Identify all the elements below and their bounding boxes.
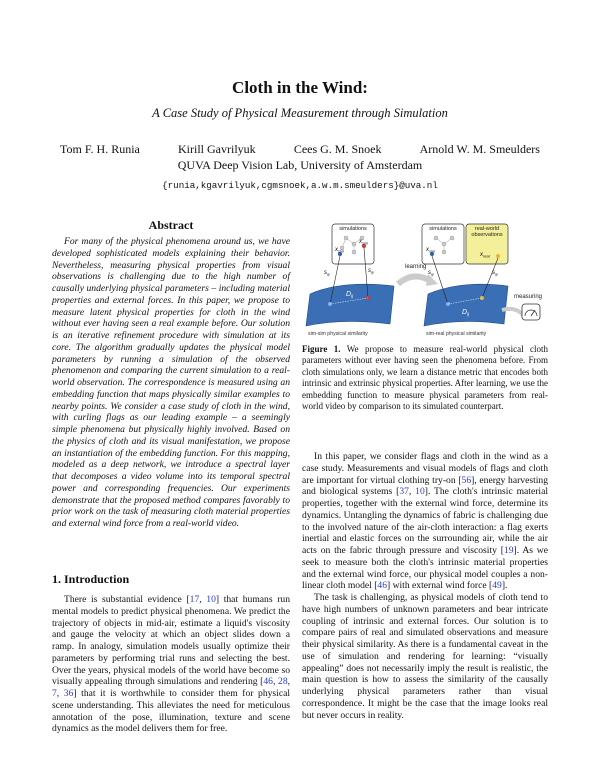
author-name: Kirill Gavrilyuk	[178, 142, 256, 156]
citation-link[interactable]: 19	[503, 545, 514, 556]
figure-1-caption: Figure 1. We propose to measure real-world physical cloth parameters without ever having seen the phenomena before. From cloth simulations only, we learn a distance metric that encodes both intrinsic and extrinsic physical properties. After learning, we use the embedding function to measure physical parameters from real-world video by comparison to its simulated counterpart.	[302, 344, 548, 412]
abstract-body: For many of the physical phenomena around us, we have developed sophisticated models explaining their behavior. Nevertheless, measuring physical properties from visual observations is challenging due to the high number of causally underlying physical parameters – including material properties and external forces. In this paper, we propose to measure latent physical properties for cloth in the wind without ever having seen a real example before. Our solution is an iterative refinement procedure with simulation at its core. The algorithm gradually updates the physical model parameters by running a simulation of the observed phenomenon and comparing the current simulation to a real-world observation. The correspondence is measured using an embedding function that maps physically similar examples to nearby points. We consider a case study of cloth in the wind, with curling flags as our leading example – a seemingly simple phenomena but physically highly involved. Based on the physics of cloth and its visual manifestation, we propose an instantiation of the embedding function. For this mapping, modeled as a deep network, we introduce a spectral layer that decomposes a video volume into its temporal spectral power and corresponding frequencies. Our experiments demonstrate that the proposed method compares favorably to prior work on the task of measuring cloth material properties and external wind force from a real-world video.	[52, 236, 290, 529]
citation-link[interactable]: 10	[415, 486, 425, 498]
real-world-label: real-world	[474, 226, 500, 232]
x-sim-i-label: $x_{sim}$	[335, 247, 345, 254]
distance-label-left: $D_{ij}$	[346, 291, 354, 299]
learning-label: learning	[405, 264, 427, 270]
citation-link[interactable]: 37	[399, 486, 409, 498]
gauge-icon	[522, 304, 540, 320]
measuring-label: measuring	[514, 294, 543, 300]
body-paragraph: The task is challenging, as physical models of cloth tend to have high numbers of unknown parameters and bear intricate coupling of intrinsic and external forces. Our solution is to compare pairs of real and simulated observations and measure their physical similarity. As there is a fundamental caveat in the use of simulation and rendering for learning: “visually appealing” does not necessarily imply the result is realistic, the main question is how to assess the similarity of the causally underlying physical parameters rather than visual correspondence. It might be the case that the image looks real but never occurs in reality.	[302, 592, 548, 721]
affiliation: QUVA Deep Vision Lab, University of Amsterdam	[177, 158, 423, 172]
citation-link[interactable]: 17	[189, 594, 200, 605]
x-sim-label: $x_{sim}$	[426, 247, 436, 254]
citation-link[interactable]: 56	[461, 474, 472, 486]
author-emails: {runia,kgavrilyuk,cgmsnoek,a.w.m.smeulders}@uva.nl	[162, 180, 438, 191]
author-list	[60, 142, 540, 157]
s-phi-label: $s_\varphi$	[428, 270, 434, 277]
citation-link[interactable]: 28	[278, 676, 288, 688]
sim-real-caption: sim-real physical similarity	[426, 331, 487, 337]
point-real	[496, 254, 500, 258]
distance-label-right: $D_{ij}$	[462, 309, 470, 317]
abstract-heading: Abstract	[148, 218, 194, 232]
simulations-label-right: simulations	[429, 226, 457, 232]
embedding-manifold-right	[424, 284, 508, 326]
author-name: Tom F. H. Runia	[60, 142, 140, 156]
x-sim-j-label: $x_{sim}$	[359, 239, 369, 246]
body-paragraph: In this paper, we consider flags and cloth in the wind as a case study. Measurements and visual models of flags and cloth are important for virtual clothing try-on [56], energy harvesting and biological systems [37, 10]. The cloth's intrinsic material properties, together with the external wind force, determine its dynamics. Untangling the dynamics of fabric is challenging due to the involved nature of the air-cloth interaction: a flag exerts inertial and elastic forces on the surrounding air, while the air acts on the fabric through pressure and viscosity [19]. As we seek to measure both the cloth's intrinsic material properties and the external wind force, our physical model couples a non-linear cloth model [46] with external wind force [49].	[302, 451, 548, 592]
simulations-label-left: simulations	[339, 226, 367, 232]
citation-link[interactable]: 49	[492, 580, 502, 592]
paper-title: Cloth in the Wind:	[232, 78, 368, 97]
sim-sim-caption: sim-sim physical similarity	[308, 331, 368, 337]
citation-link[interactable]: 36	[63, 688, 74, 699]
right-column-body	[302, 451, 548, 721]
section-heading-introduction: 1. Introduction	[52, 572, 130, 586]
citation-link[interactable]: 46	[377, 580, 387, 592]
citation-link[interactable]: 7	[52, 688, 57, 699]
author-name: Arnold W. M. Smeulders	[419, 142, 540, 156]
x-real-label: $x_{real}$	[480, 252, 490, 259]
observations-label: observations	[471, 232, 503, 238]
figure-1-diagram	[302, 222, 548, 340]
citation-link[interactable]: 46	[263, 676, 273, 688]
paper-subtitle: A Case Study of Physical Measurement through Simulation	[152, 106, 448, 120]
figure-label: Figure 1.	[302, 344, 341, 354]
citation-link[interactable]: 10	[206, 594, 216, 605]
introduction-paragraph: There is substantial evidence [17, 10] that humans run mental models to predict physical phenomena. We predict the trajectory of objects in mid-air, estimate a liquid's viscosity and gauge the velocity at which an object slides down a ramp. In analogy, simulation models usually optimize their parameters by performing trial runs and selecting the best. Over the years, physical models of the world have become so visually appealing through simulations and rendering [46, 28, 7, 36] that it is worthwhile to consider them for physical scene understanding. This alleviates the need for meticulous annotation of the pose, illumination, texture and scene dynamics as the model delivers them for free.	[52, 594, 291, 735]
s-phi-label: $s_\varphi$	[492, 270, 498, 277]
s-phi-label: $s_\varphi$	[368, 268, 374, 275]
s-phi-label: $s_\varphi$	[324, 270, 330, 277]
author-name: Cees G. M. Snoek	[293, 142, 382, 156]
